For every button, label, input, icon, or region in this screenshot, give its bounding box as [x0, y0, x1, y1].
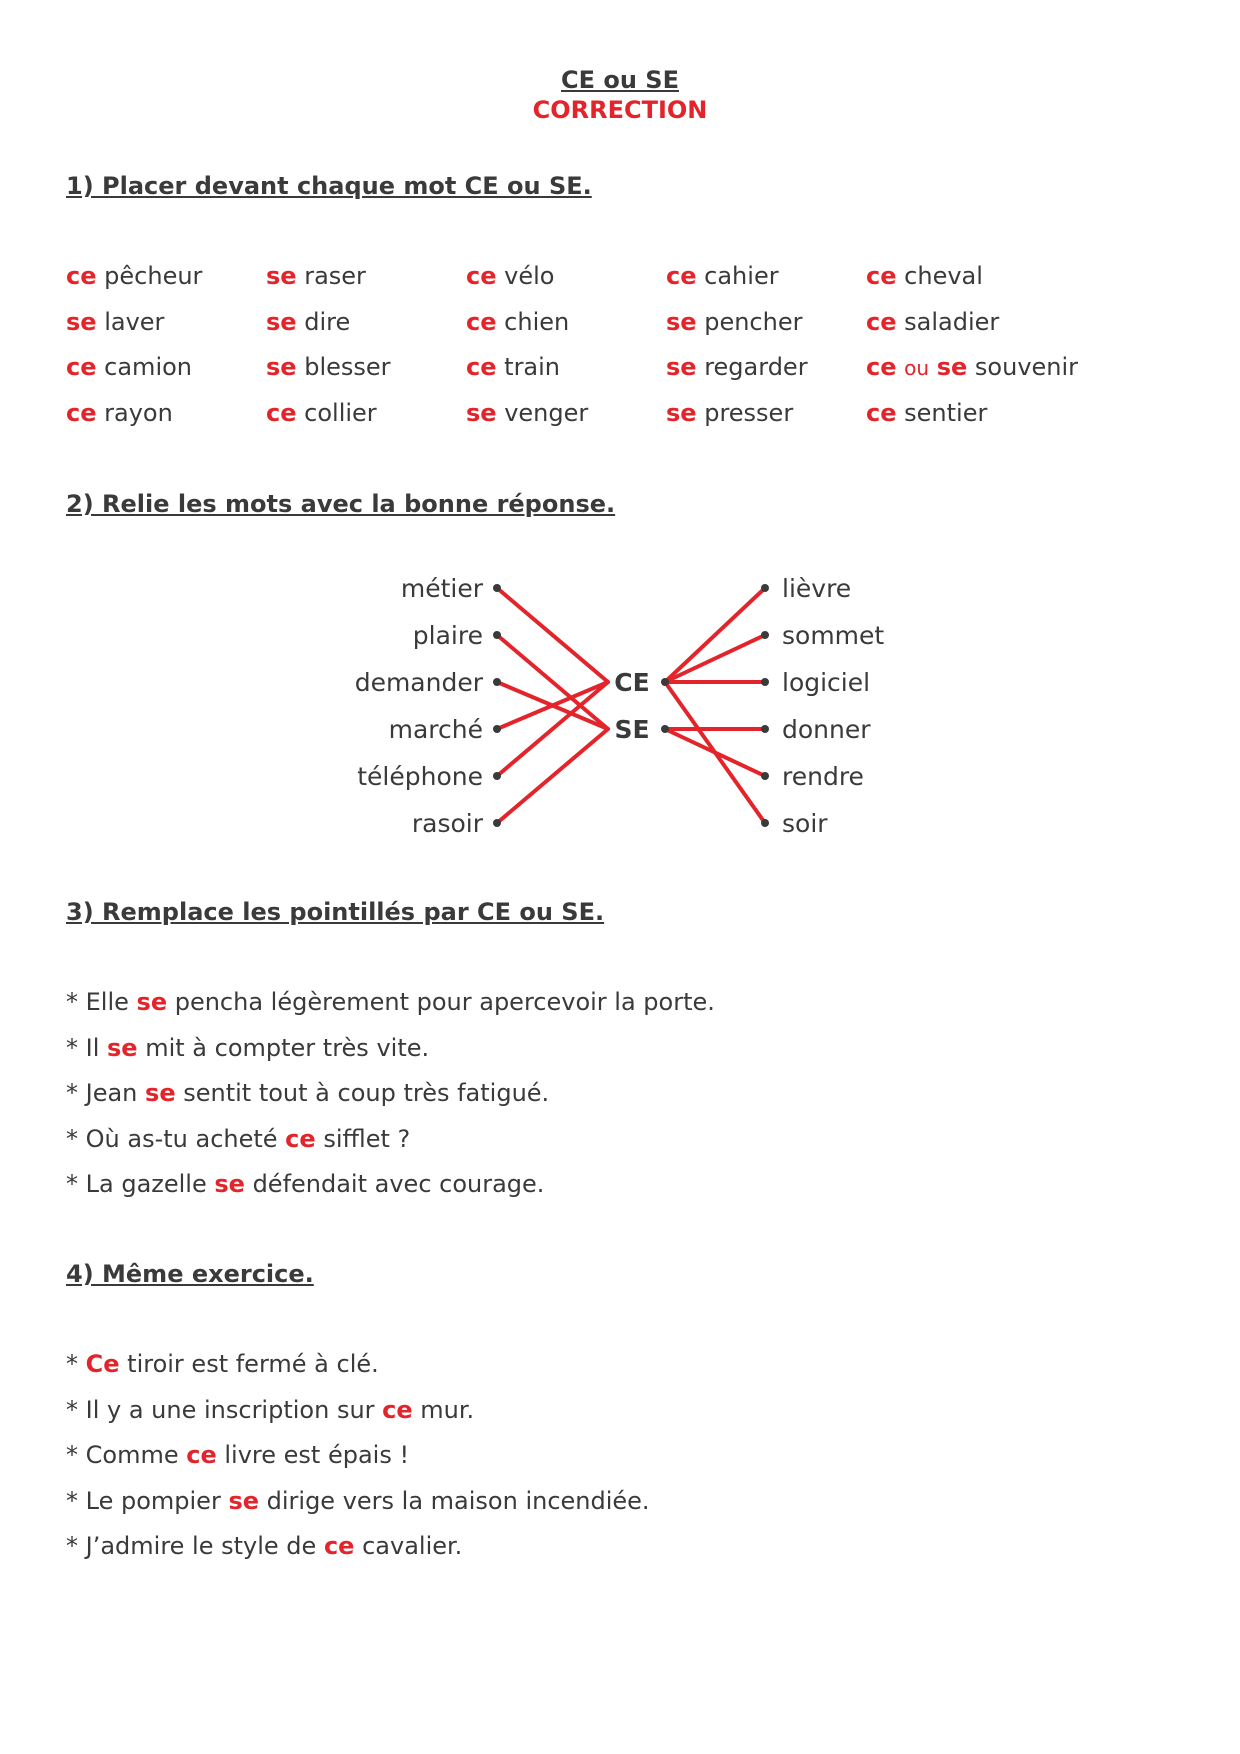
link-dot — [761, 725, 769, 733]
answer-word: se — [266, 262, 297, 290]
answer-word: se — [228, 1486, 259, 1515]
section-3-heading: 3) Remplace les pointillés par CE ou SE. — [66, 898, 605, 926]
target-word: raser — [304, 262, 366, 290]
answer-word: ce — [866, 262, 897, 290]
link-dot — [761, 631, 769, 639]
sentence-start: * Elle — [66, 988, 137, 1016]
page-subtitle: CORRECTION — [532, 96, 708, 124]
link-dot — [493, 584, 501, 592]
link-dot — [493, 772, 501, 780]
answer-word: se — [136, 988, 168, 1016]
target-word: regarder — [704, 353, 808, 382]
right-word: sommet — [782, 621, 885, 650]
section-2-heading: 2) Relie les mots avec la bonne réponse. — [66, 490, 616, 518]
sentence-start: * — [66, 1350, 86, 1378]
answer-word: ce — [66, 399, 97, 428]
target-word: laver — [104, 307, 165, 336]
target-word: blesser — [304, 353, 391, 382]
target-word: rayon — [104, 399, 173, 428]
answer-word: ce — [266, 399, 297, 428]
sentence — [66, 1079, 715, 1125]
target-word: souvenir — [974, 353, 1079, 382]
center-label-se: SE — [614, 715, 650, 744]
link-line — [497, 588, 608, 682]
section-1-heading: 1) Placer devant chaque mot CE ou SE. — [66, 172, 592, 200]
answer-word: Ce — [85, 1350, 120, 1378]
sentence-list-4 — [66, 1350, 650, 1578]
sentence — [66, 988, 715, 1034]
left-word: plaire — [412, 621, 483, 650]
right-word: rendre — [782, 762, 864, 791]
sentence-start: * Il — [66, 1033, 108, 1062]
sentence-end: dirige vers la maison incendiée. — [259, 1486, 650, 1515]
sentence-end: cavalier. — [354, 1532, 463, 1561]
answer-word: ce — [285, 1124, 316, 1153]
sentence — [66, 1034, 715, 1080]
link-line — [497, 729, 608, 823]
answer-word: se — [666, 399, 697, 428]
sentence-start: * Jean — [66, 1079, 146, 1108]
answer-word: ce — [186, 1441, 217, 1470]
sentence-end: tiroir est fermé à clé. — [119, 1350, 379, 1378]
target-word: pêcheur — [104, 262, 203, 290]
center-label-ce: CE — [614, 668, 650, 697]
link-line — [665, 635, 765, 682]
answer-word: se — [107, 1033, 138, 1062]
sentence-list-3 — [66, 988, 715, 1216]
left-word: marché — [388, 715, 483, 744]
link-dot — [661, 678, 669, 686]
sentence — [66, 1441, 650, 1487]
link-dot — [493, 725, 501, 733]
left-word: téléphone — [357, 762, 483, 791]
answer-word: se — [266, 353, 297, 382]
sentence-start: * Où as-tu acheté — [66, 1124, 286, 1153]
answer-word: ce — [866, 307, 897, 336]
target-word: pencher — [704, 307, 803, 336]
sentence-start: * Il y a une inscription sur — [66, 1395, 383, 1424]
target-word: dire — [304, 307, 351, 336]
sentence — [66, 1532, 650, 1578]
sentence — [66, 1125, 715, 1171]
target-word: train — [504, 353, 561, 382]
link-dot — [493, 819, 501, 827]
sentence-start: * J’admire le style de — [66, 1532, 324, 1561]
right-word: soir — [782, 809, 828, 838]
link-dot — [761, 678, 769, 686]
sentence-end: livre est épais ! — [216, 1441, 410, 1470]
answer-word: se — [66, 307, 97, 336]
target-word: sentier — [904, 399, 988, 428]
answer-word: ce — [866, 399, 897, 428]
link-dot — [761, 584, 769, 592]
sentence-end: mur. — [412, 1395, 475, 1424]
left-word: demander — [354, 668, 483, 697]
page-title: CE ou SE — [561, 66, 679, 94]
answer-word: ce — [466, 262, 497, 290]
answer-word: se — [214, 1170, 245, 1199]
answer-word: ce — [666, 262, 697, 290]
sentence-end: pencha légèrement pour apercevoir la porte. — [167, 988, 715, 1016]
answer-word: ce — [382, 1395, 413, 1424]
link-dot — [661, 725, 669, 733]
answer-word: ce — [323, 1532, 355, 1561]
target-word: cahier — [704, 262, 779, 290]
answer-word: se — [666, 307, 697, 336]
answer-word: ce — [466, 353, 497, 382]
answer-word: ce — [66, 353, 97, 382]
target-word: camion — [104, 353, 192, 382]
sentence-end: sifflet ? — [315, 1124, 411, 1153]
sentence-start: * Comme — [66, 1441, 187, 1470]
answer-word: se — [145, 1079, 176, 1108]
answer-word: ce — [466, 307, 497, 336]
answer-word: se — [466, 399, 497, 428]
link-dot — [493, 678, 501, 686]
target-word: saladier — [904, 307, 1000, 336]
target-word: collier — [304, 399, 377, 428]
answer-word: ce — [66, 262, 97, 290]
link-line — [665, 588, 765, 682]
sentence-end: sentit tout à coup très fatigué. — [175, 1079, 550, 1108]
link-line — [497, 635, 608, 729]
sentence — [66, 1350, 650, 1396]
link-line — [665, 682, 765, 823]
link-line — [497, 682, 608, 776]
left-word: métier — [400, 574, 483, 603]
sentence-end: défendait avec courage. — [244, 1170, 545, 1199]
link-dot — [493, 631, 501, 639]
answer-word: ce — [866, 353, 897, 382]
sentence-end: mit à compter très vite. — [137, 1033, 430, 1062]
sentence — [66, 1487, 650, 1533]
sentence — [66, 1396, 650, 1442]
sentence-start: * Le pompier — [66, 1486, 229, 1515]
link-dot — [761, 819, 769, 827]
target-word: venger — [504, 399, 589, 428]
or-word: ou — [904, 356, 930, 381]
answer-word: se — [266, 307, 297, 336]
target-word: presser — [704, 399, 794, 428]
sentence — [66, 1170, 715, 1216]
link-dot — [761, 772, 769, 780]
right-word: logiciel — [782, 668, 871, 697]
target-word: cheval — [904, 262, 983, 290]
right-word: donner — [782, 715, 871, 744]
right-word: lièvre — [782, 574, 852, 603]
answer-word: se — [936, 353, 968, 382]
target-word: chien — [504, 307, 570, 336]
section-4-heading: 4) Même exercice. — [66, 1260, 314, 1288]
answer-word: se — [666, 353, 697, 382]
sentence-start: * La gazelle — [66, 1170, 215, 1199]
target-word: vélo — [504, 262, 555, 290]
left-word: rasoir — [411, 809, 483, 838]
